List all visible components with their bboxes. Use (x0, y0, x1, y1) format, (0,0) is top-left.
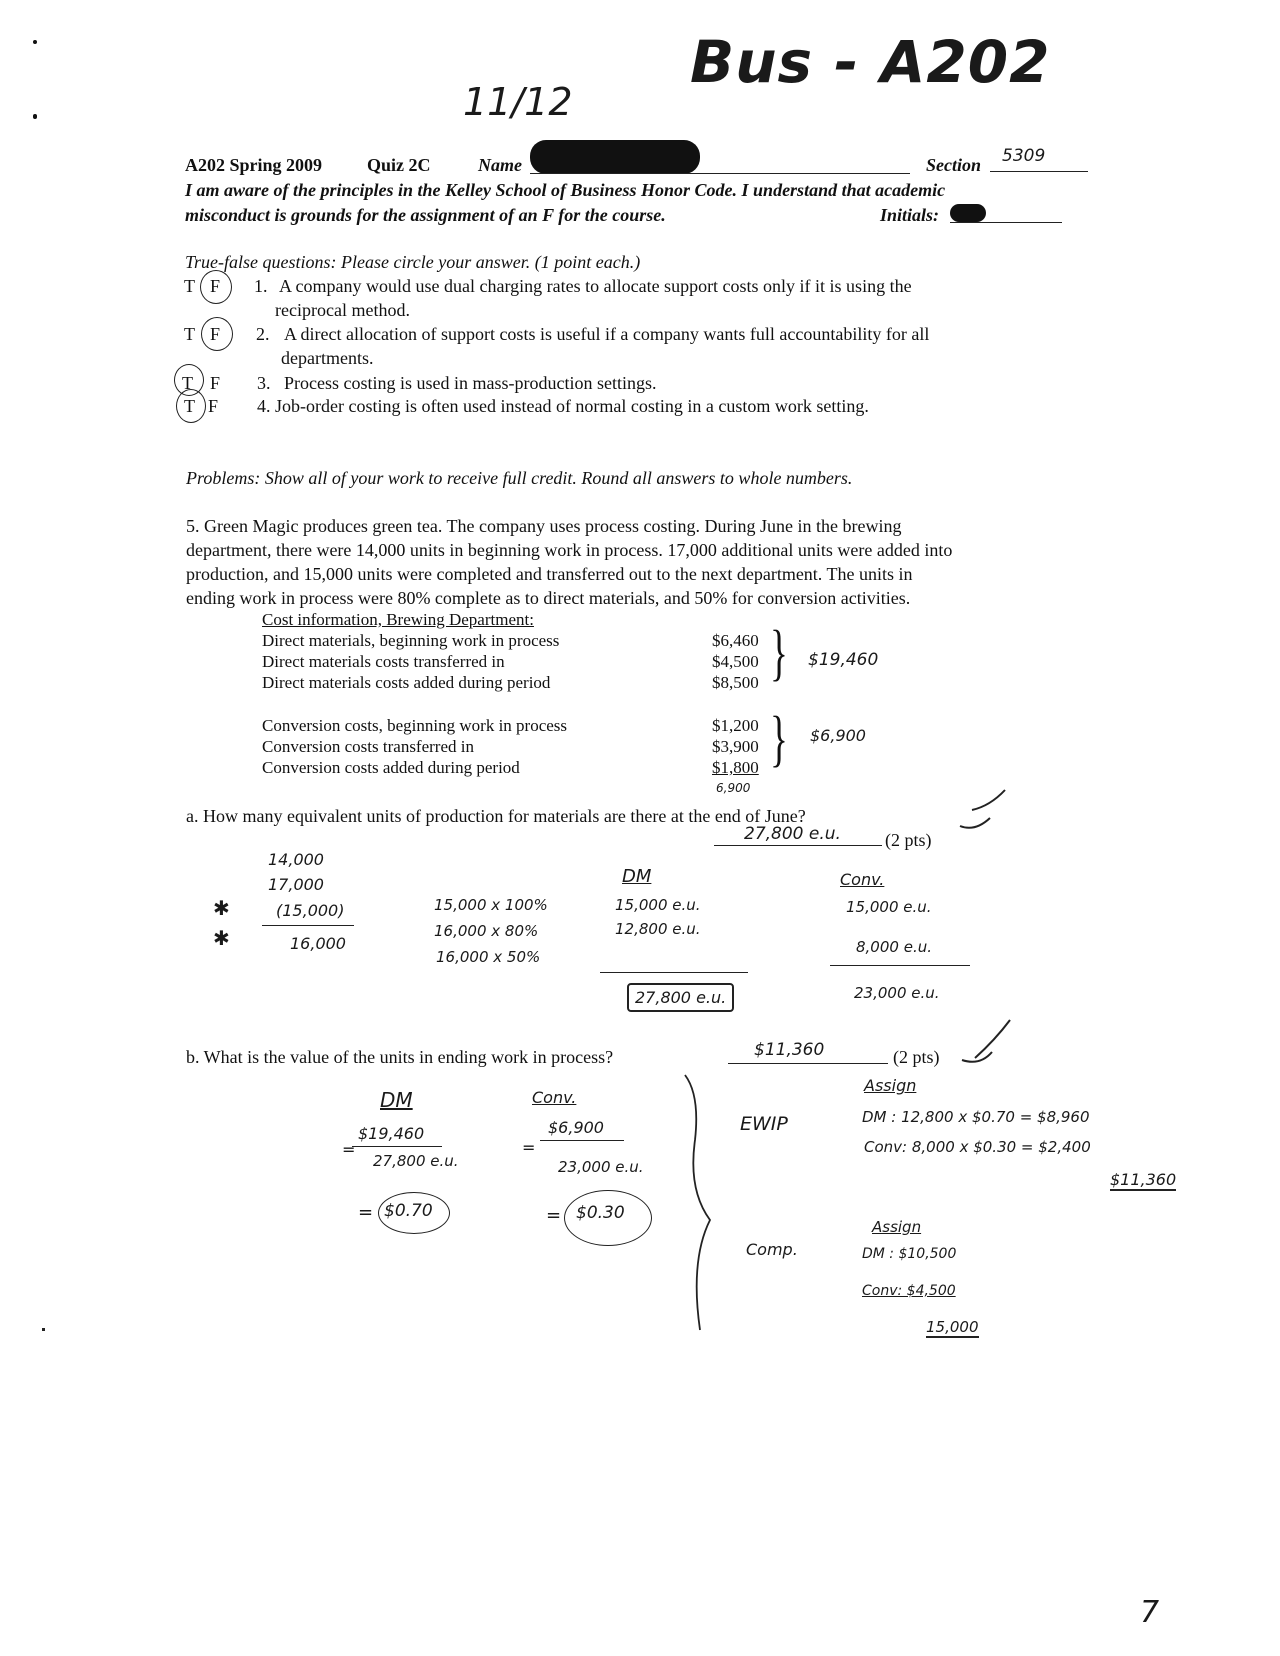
answer-a-value[interactable]: 27,800 e.u. (744, 824, 841, 844)
tf3-number: 3. (257, 373, 271, 393)
cost-value-conv-begin: $1,200 (712, 716, 759, 735)
asterisk-mark: ✱ (213, 926, 230, 950)
b-conv-equals: = (546, 1205, 562, 1226)
tf2-text-line2: departments. (281, 348, 374, 368)
tf4-number: 4. (257, 396, 271, 416)
b-conv-denominator: 23,000 e.u. (558, 1158, 644, 1176)
question-a: a. How many equivalent units of production for materials are there at the end of June? (186, 806, 806, 826)
comp-assign-label: Assign (872, 1218, 922, 1236)
b-conv-equals: = (522, 1138, 536, 1157)
dm-total-handwritten: $19,460 (808, 650, 879, 670)
b-dm-heading: DM (380, 1088, 413, 1112)
problem5-line3: production, and 15,000 units were completed and transferred out to the next department. The units in (186, 564, 913, 584)
cost-value-conv-added: $1,800 (712, 758, 759, 777)
comp-dm-line: DM : $10,500 (862, 1246, 957, 1262)
conv-eu-total: 23,000 e.u. (854, 984, 940, 1002)
ewip-dm-line: DM : 12,800 x $0.70 = $8,960 (862, 1108, 1090, 1126)
tf1-true[interactable]: T (184, 276, 195, 296)
ewip-conv-line: Conv: 8,000 x $0.30 = $2,400 (864, 1138, 1091, 1156)
cost-value-conv-transferred: $3,900 (712, 737, 759, 756)
tf1-text-line2: reciprocal method. (275, 300, 410, 320)
cost-label-dm-transferred: Direct materials costs transferred in (262, 652, 505, 671)
b-dm-equals: = (342, 1140, 356, 1159)
tf4-true[interactable]: T (184, 396, 195, 416)
cost-label-dm-added: Direct materials costs added during period (262, 673, 551, 692)
b-dm-numerator: $19,460 (358, 1124, 425, 1143)
tf2-number: 2. (256, 324, 270, 344)
comp-label: Comp. (746, 1240, 798, 1259)
dm-eu-total[interactable]: 27,800 e.u. (627, 983, 734, 1012)
cost-label-dm-begin: Direct materials, beginning work in process (262, 631, 560, 650)
conv-total-handwritten: $6,900 (810, 726, 866, 745)
problem5-line4: ending work in process were 80% complete as to direct materials, and 50% for conversion activities. (186, 588, 911, 608)
course-tag-handwritten: Bus - A202 (690, 28, 1051, 96)
cost-label-conv-transferred: Conversion costs transferred in (262, 737, 474, 756)
tf3-false[interactable]: F (210, 373, 221, 393)
units-added: 17,000 (268, 875, 324, 894)
pct-completed: 15,000 x 100% (434, 896, 548, 914)
score-handwritten: 11/12 (463, 80, 573, 124)
units-completed: (15,000) (276, 901, 345, 920)
true-false-instructions: True-false questions: Please circle your answer. (1 point each.) (185, 252, 641, 272)
problem5-line1: 5. Green Magic produces green tea. The company uses process costing. During June in the brewing (186, 516, 902, 536)
conv-sum-handwritten: 6,900 (716, 781, 751, 795)
dm-eu-ending: 12,800 e.u. (615, 920, 701, 938)
initials-label: Initials: (880, 205, 940, 225)
tf2-false[interactable]: F (210, 324, 221, 344)
cost-value-dm-added: $8,500 (712, 673, 759, 692)
comp-conv-line: Conv: $4,500 (862, 1283, 956, 1299)
tf4-false[interactable]: F (208, 396, 219, 416)
tf2-text-line1: A direct allocation of support costs is useful if a company wants full accountability for all (284, 324, 930, 344)
quiz-label: Quiz 2C (367, 155, 431, 175)
b-dm-rate[interactable]: $0.70 (384, 1201, 433, 1221)
tf3-true[interactable]: T (182, 373, 193, 393)
conv-eu-ending: 8,000 e.u. (856, 938, 932, 956)
page-mark-handwritten: 7 (1140, 1595, 1160, 1630)
units-ending: 16,000 (290, 934, 346, 953)
tf1-false[interactable]: F (210, 276, 221, 296)
tf2-true[interactable]: T (184, 324, 195, 344)
ewip-total[interactable]: $11,360 (1110, 1170, 1177, 1189)
pct-conv: 16,000 x 50% (436, 948, 541, 966)
pct-dm: 16,000 x 80% (434, 922, 539, 940)
problem5-line2: department, there were 14,000 units in beginning work in process. 17,000 additional units were added into (186, 540, 953, 560)
dm-eu-completed: 15,000 e.u. (615, 896, 701, 914)
b-conv-numerator: $6,900 (548, 1118, 604, 1137)
problems-instructions: Problems: Show all of your work to receive full credit. Round all answers to whole numbers. (186, 468, 853, 488)
section-label: Section (926, 155, 982, 175)
cost-value-dm-transferred: $4,500 (712, 652, 759, 671)
name-label: Name (478, 155, 522, 175)
conv-brace: } (770, 705, 788, 773)
tf1-text-line1: A company would use dual charging rates to allocate support costs only if it is using the (279, 276, 912, 296)
course-label: A202 Spring 2009 (185, 155, 323, 175)
dm-heading: DM (622, 866, 652, 887)
honor-code-line1: I am aware of the principles in the Kelley School of Business Honor Code. I understand that academic (185, 180, 946, 200)
cost-value-dm-begin: $6,460 (712, 631, 759, 650)
honor-code-line2: misconduct is grounds for the assignment of an F for the course. (185, 205, 666, 225)
b-dm-denominator: 27,800 e.u. (373, 1152, 459, 1170)
dm-brace: } (770, 619, 788, 687)
units-begin: 14,000 (268, 850, 324, 869)
comp-total: 15,000 (926, 1318, 979, 1336)
conv-heading: Conv. (840, 870, 885, 889)
section-value: 5309 (1002, 146, 1046, 166)
answer-a-points: (2 pts) (885, 830, 932, 850)
b-conv-heading: Conv. (532, 1088, 577, 1107)
tf4-text: Job-order costing is often used instead of normal costing in a custom work setting. (275, 396, 869, 416)
tf3-text: Process costing is used in mass-production settings. (284, 373, 657, 393)
answer-b-points: (2 pts) (893, 1047, 940, 1067)
cost-info-header: Cost information, Brewing Department: (262, 610, 534, 629)
question-b: b. What is the value of the units in ending work in process? (186, 1047, 614, 1067)
b-conv-rate[interactable]: $0.30 (576, 1203, 625, 1223)
conv-eu-completed: 15,000 e.u. (846, 898, 932, 916)
tf1-number: 1. (254, 276, 268, 296)
b-dm-equals: = (358, 1202, 374, 1223)
scan-speck (42, 1328, 45, 1331)
asterisk-mark: ✱ (213, 896, 230, 920)
ewip-label: EWIP (740, 1113, 788, 1135)
cost-label-conv-added: Conversion costs added during period (262, 758, 520, 777)
answer-b-value[interactable]: $11,360 (754, 1040, 825, 1060)
cost-label-conv-begin: Conversion costs, beginning work in process (262, 716, 568, 735)
ewip-assign-label: Assign (864, 1076, 917, 1095)
